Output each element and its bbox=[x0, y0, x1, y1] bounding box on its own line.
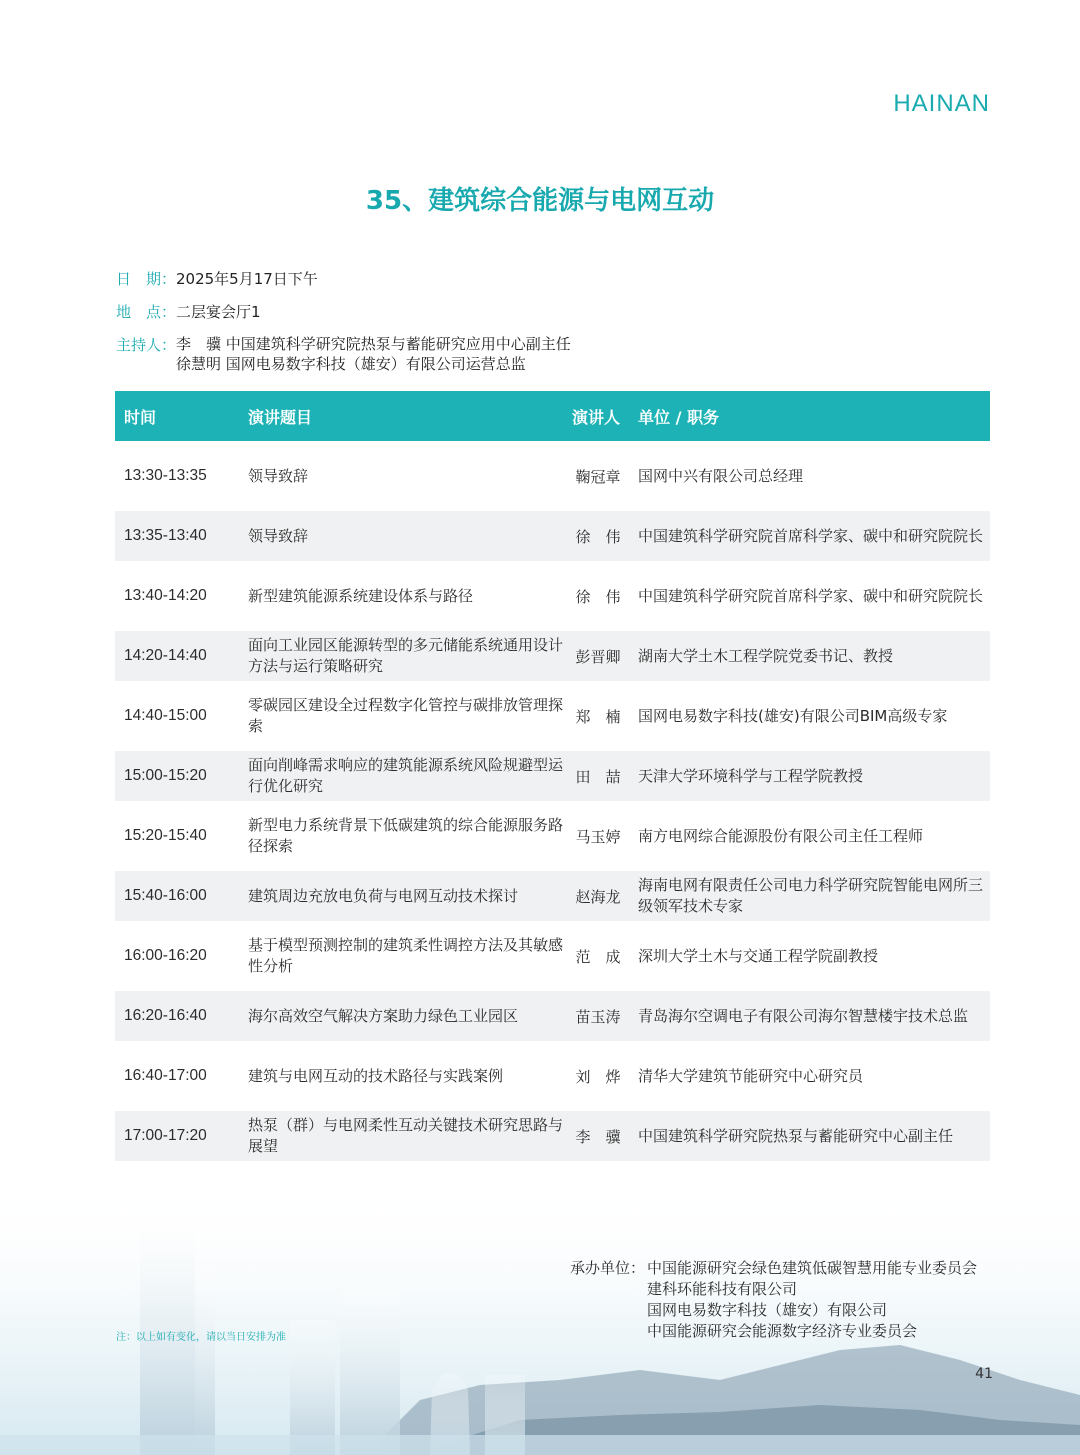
row-org: 清华大学建筑节能研究中心研究员 bbox=[638, 1066, 864, 1085]
header-topic: 演讲题目 bbox=[248, 408, 313, 427]
row-topic: 建筑周边充放电负荷与电网互动技术探讨 bbox=[248, 886, 519, 905]
header-speaker: 演讲人 bbox=[572, 408, 621, 427]
row-topic: 新型建筑能源系统建设体系与路径 bbox=[248, 586, 474, 605]
row-topic: 新型电力系统背景下低碳建筑的综合能源服务路径探索 bbox=[248, 816, 564, 855]
host-row bbox=[116, 334, 571, 374]
session-meta bbox=[116, 268, 571, 374]
organizers-label: 承办单位： bbox=[570, 1259, 646, 1277]
row-topic: 面向工业园区能源转型的多元储能系统通用设计方法与运行策略研究 bbox=[248, 636, 564, 675]
row-time: 13:30-13:35 bbox=[124, 467, 207, 484]
row-time: 17:00-17:20 bbox=[124, 1127, 207, 1144]
organizer-item: 中国能源研究会绿色建筑低碳智慧用能专业委员会 bbox=[647, 1259, 978, 1277]
row-topic: 海尔高效空气解决方案助力绿色工业园区 bbox=[248, 1006, 519, 1025]
row-org: 南方电网综合能源股份有限公司主任工程师 bbox=[638, 826, 924, 845]
row-org: 海南电网有限责任公司电力科学研究院智能电网所三级领军技术专家 bbox=[638, 876, 984, 915]
row-speaker: 赵海龙 bbox=[575, 887, 621, 906]
row-topic: 零碳园区建设全过程数字化管控与碳排放管理探索 bbox=[248, 696, 564, 735]
row-time: 13:35-13:40 bbox=[124, 527, 207, 544]
row-org: 青岛海尔空调电子有限公司海尔智慧楼宇技术总监 bbox=[638, 1006, 969, 1025]
row-speaker: 郑 楠 bbox=[575, 707, 621, 726]
table-row bbox=[115, 811, 990, 861]
row-speaker: 鞠冠章 bbox=[575, 467, 621, 486]
row-speaker: 范 成 bbox=[575, 947, 621, 966]
organizer-item: 建科环能科技有限公司 bbox=[647, 1280, 798, 1298]
table-row bbox=[115, 931, 990, 981]
row-time: 14:40-15:00 bbox=[124, 707, 207, 724]
row-org: 国网中兴有限公司总经理 bbox=[638, 466, 804, 485]
organizer-item: 国网电易数字科技（雄安）有限公司 bbox=[647, 1301, 888, 1319]
table-row bbox=[115, 631, 990, 681]
table-row bbox=[115, 1111, 990, 1161]
row-time: 15:40-16:00 bbox=[124, 887, 207, 904]
table-row bbox=[115, 871, 990, 921]
table-row bbox=[115, 691, 990, 741]
row-topic: 领导致辞 bbox=[248, 526, 309, 545]
row-time: 16:40-17:00 bbox=[124, 1067, 207, 1084]
row-speaker: 苗玉涛 bbox=[575, 1007, 621, 1026]
place-label: 地 点： bbox=[116, 303, 177, 321]
row-org: 深圳大学土木与交通工程学院副教授 bbox=[638, 946, 879, 965]
row-time: 16:00-16:20 bbox=[124, 947, 207, 964]
row-speaker: 彭晋卿 bbox=[575, 647, 621, 666]
date-row bbox=[116, 268, 571, 290]
place-row bbox=[116, 301, 571, 323]
host-label: 主持人： bbox=[116, 336, 177, 354]
row-time: 15:00-15:20 bbox=[124, 767, 207, 784]
row-topic: 领导致辞 bbox=[248, 466, 309, 485]
organizers-list bbox=[647, 1258, 977, 1342]
table-row bbox=[115, 991, 990, 1041]
row-topic: 建筑与电网互动的技术路径与实践案例 bbox=[248, 1066, 504, 1085]
row-speaker: 刘 烨 bbox=[575, 1067, 621, 1086]
row-time: 13:40-14:20 bbox=[124, 587, 207, 604]
row-speaker: 徐 伟 bbox=[575, 527, 621, 546]
row-org: 湖南大学土木工程学院党委书记、教授 bbox=[638, 646, 894, 665]
table-row bbox=[115, 511, 990, 561]
page-title: 35、建筑综合能源与电网互动 bbox=[365, 186, 715, 216]
row-org: 中国建筑科学研究院首席科学家、碳中和研究院院长 bbox=[638, 526, 984, 545]
page-number: 41 bbox=[975, 1366, 993, 1382]
row-speaker: 田 喆 bbox=[575, 767, 621, 786]
table-row bbox=[115, 751, 990, 801]
header-time: 时间 bbox=[124, 408, 157, 427]
row-time: 15:20-15:40 bbox=[124, 827, 207, 844]
row-speaker: 李 骥 bbox=[575, 1127, 621, 1146]
brand-label: HAINAN bbox=[893, 90, 990, 117]
table-row bbox=[115, 1051, 990, 1101]
row-topic: 热泵（群）与电网柔性互动关键技术研究思路与展望 bbox=[248, 1116, 564, 1155]
row-topic: 基于模型预测控制的建筑柔性调控方法及其敏感性分析 bbox=[248, 936, 564, 975]
schedule-table bbox=[115, 391, 990, 1161]
date-label: 日 期： bbox=[116, 270, 177, 288]
row-org: 天津大学环境科学与工程学院教授 bbox=[638, 766, 864, 785]
row-topic: 面向削峰需求响应的建筑能源系统风险规避型运行优化研究 bbox=[248, 756, 564, 795]
table-row bbox=[115, 451, 990, 501]
table-row bbox=[115, 571, 990, 621]
row-speaker: 徐 伟 bbox=[575, 587, 621, 606]
footnote: 注：以上如有变化，请以当日安排为准 bbox=[116, 1332, 286, 1343]
row-org: 中国建筑科学研究院热泵与蓄能研究中心副主任 bbox=[638, 1126, 954, 1145]
row-org: 中国建筑科学研究院首席科学家、碳中和研究院院长 bbox=[638, 586, 984, 605]
row-time: 16:20-16:40 bbox=[124, 1007, 207, 1024]
host-list bbox=[176, 334, 571, 374]
host-item: 李 骥 中国建筑科学研究院热泵与蓄能研究应用中心副主任 bbox=[176, 335, 571, 353]
table-header bbox=[115, 391, 990, 441]
organizer-item: 中国能源研究会能源数字经济专业委员会 bbox=[647, 1322, 918, 1340]
organizers bbox=[570, 1258, 977, 1342]
host-item: 徐慧明 国网电易数字科技（雄安）有限公司运营总监 bbox=[176, 355, 526, 373]
row-time: 14:20-14:40 bbox=[124, 647, 207, 664]
row-speaker: 马玉婷 bbox=[575, 827, 621, 846]
place-value: 二层宴会厅1 bbox=[176, 303, 261, 321]
header-org: 单位 / 职务 bbox=[638, 408, 719, 427]
date-value: 2025年5月17日下午 bbox=[176, 270, 318, 288]
row-org: 国网电易数字科技(雄安)有限公司BIM高级专家 bbox=[638, 706, 948, 725]
